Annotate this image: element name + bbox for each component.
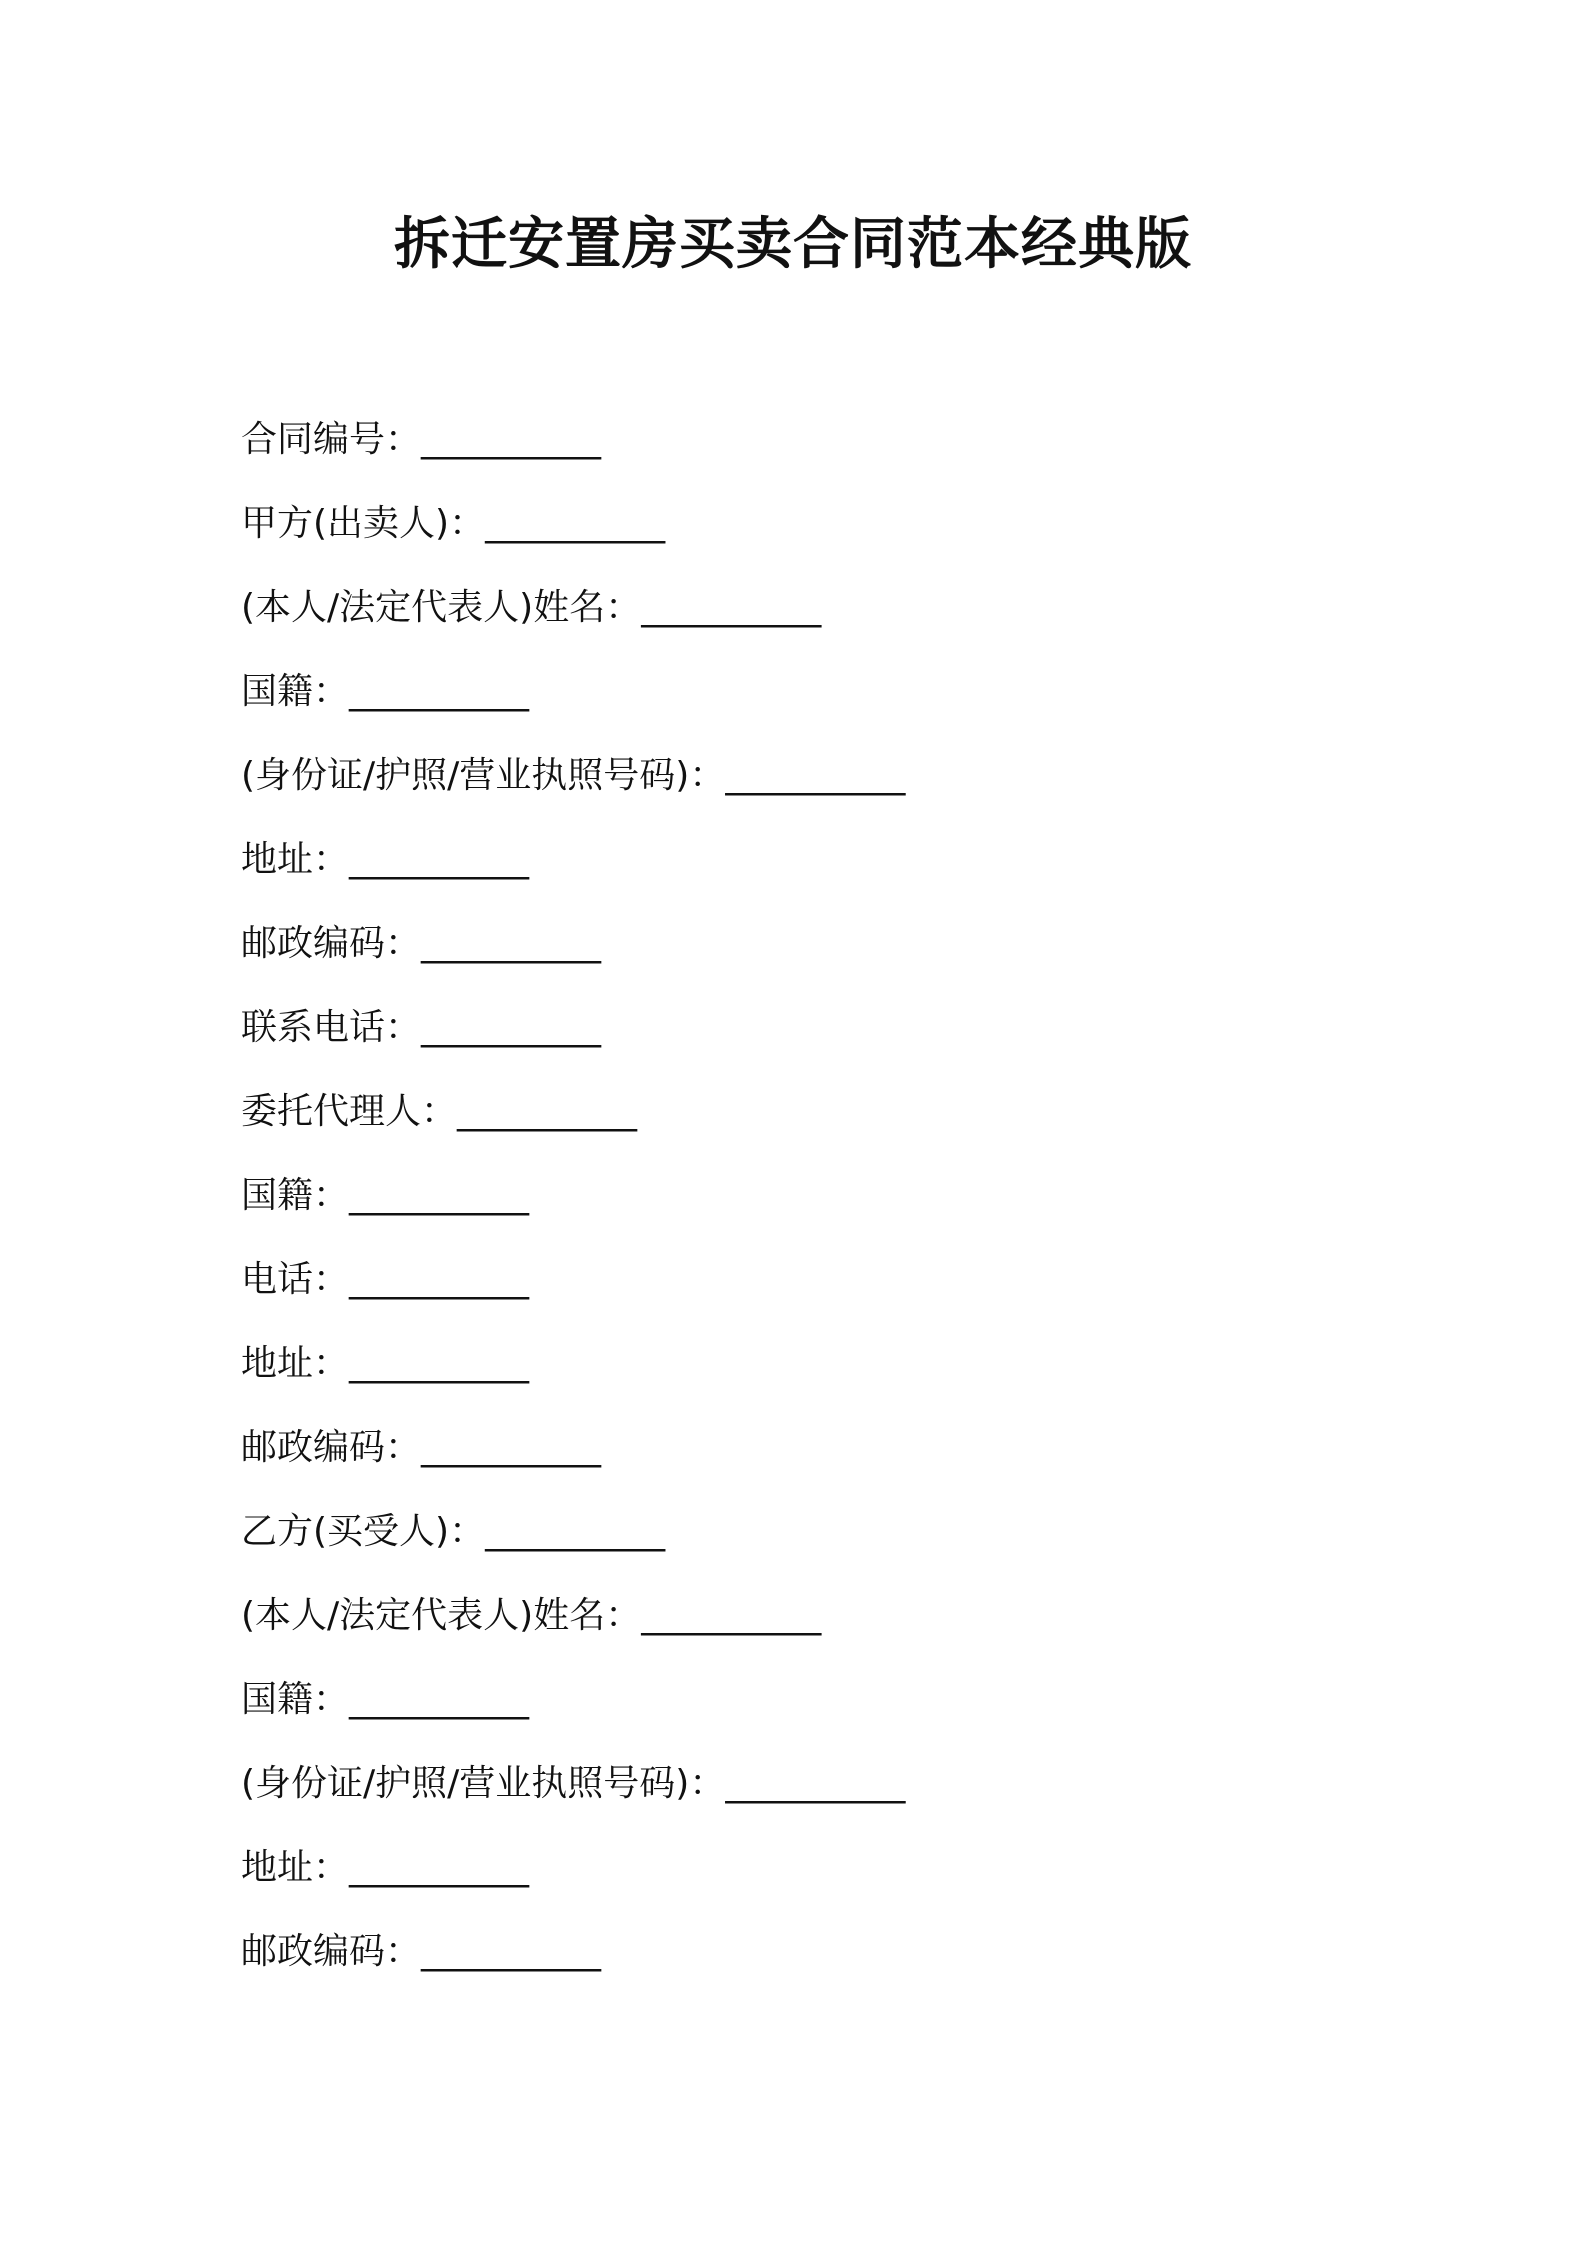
field-label: 邮政编码： <box>241 923 422 964</box>
field-label: 地址： <box>241 1847 350 1888</box>
fill-in-blank: __________ <box>725 1763 906 1804</box>
field-label: (身份证/护照/营业执照号码)： <box>241 1763 726 1804</box>
fill-in-blank: __________ <box>457 1091 638 1132</box>
field-label: 乙方(买受人)： <box>241 1511 486 1552</box>
field-label: (身份证/护照/营业执照号码)： <box>241 755 726 796</box>
document-title: 拆迁安置房买卖合同范本经典版 <box>394 212 1192 277</box>
fill-in-blank: __________ <box>641 1595 822 1636</box>
field-label: 甲方(出卖人)： <box>241 503 486 544</box>
field-party-b-address <box>241 1826 905 1910</box>
field-party-a-nationality <box>241 650 905 734</box>
field-label: 国籍： <box>241 1679 350 1720</box>
field-label: 地址： <box>241 839 350 880</box>
field-label: 联系电话： <box>241 1007 422 1048</box>
field-agent <box>241 1070 905 1154</box>
field-contract-number <box>241 398 905 482</box>
fill-in-blank: __________ <box>349 1679 530 1720</box>
field-party-b-postcode <box>241 1910 905 1994</box>
field-party-a-seller <box>241 482 905 566</box>
field-label: 合同编号： <box>241 419 422 460</box>
contract-field-list <box>241 398 905 1994</box>
fill-in-blank: __________ <box>349 1343 530 1384</box>
field-label: (本人/法定代表人)姓名： <box>241 587 642 628</box>
field-agent-nationality <box>241 1154 905 1238</box>
fill-in-blank: __________ <box>485 503 666 544</box>
fill-in-blank: __________ <box>349 1847 530 1888</box>
fill-in-blank: __________ <box>485 1511 666 1552</box>
fill-in-blank: __________ <box>349 1175 530 1216</box>
field-party-a-postcode <box>241 902 905 986</box>
fill-in-blank: __________ <box>641 587 822 628</box>
field-label: (本人/法定代表人)姓名： <box>241 1595 642 1636</box>
fill-in-blank: __________ <box>349 1259 530 1300</box>
fill-in-blank: __________ <box>725 755 906 796</box>
fill-in-blank: __________ <box>421 1007 602 1048</box>
field-label: 委托代理人： <box>241 1091 458 1132</box>
field-label: 地址： <box>241 1343 350 1384</box>
field-party-b-id-number <box>241 1742 905 1826</box>
field-party-a-address <box>241 818 905 902</box>
field-agent-address <box>241 1322 905 1406</box>
field-party-b-buyer <box>241 1490 905 1574</box>
field-party-a-phone <box>241 986 905 1070</box>
field-agent-postcode <box>241 1406 905 1490</box>
fill-in-blank: __________ <box>421 1931 602 1972</box>
field-party-b-nationality <box>241 1658 905 1742</box>
field-label: 国籍： <box>241 671 350 712</box>
field-party-a-name <box>241 566 905 650</box>
field-party-a-id-number <box>241 734 905 818</box>
field-party-b-name <box>241 1574 905 1658</box>
field-agent-phone <box>241 1238 905 1322</box>
field-label: 邮政编码： <box>241 1427 422 1468</box>
fill-in-blank: __________ <box>421 419 602 460</box>
field-label: 国籍： <box>241 1175 350 1216</box>
fill-in-blank: __________ <box>421 923 602 964</box>
field-label: 电话： <box>241 1259 350 1300</box>
field-label: 邮政编码： <box>241 1931 422 1972</box>
fill-in-blank: __________ <box>421 1427 602 1468</box>
fill-in-blank: __________ <box>349 671 530 712</box>
fill-in-blank: __________ <box>349 839 530 880</box>
